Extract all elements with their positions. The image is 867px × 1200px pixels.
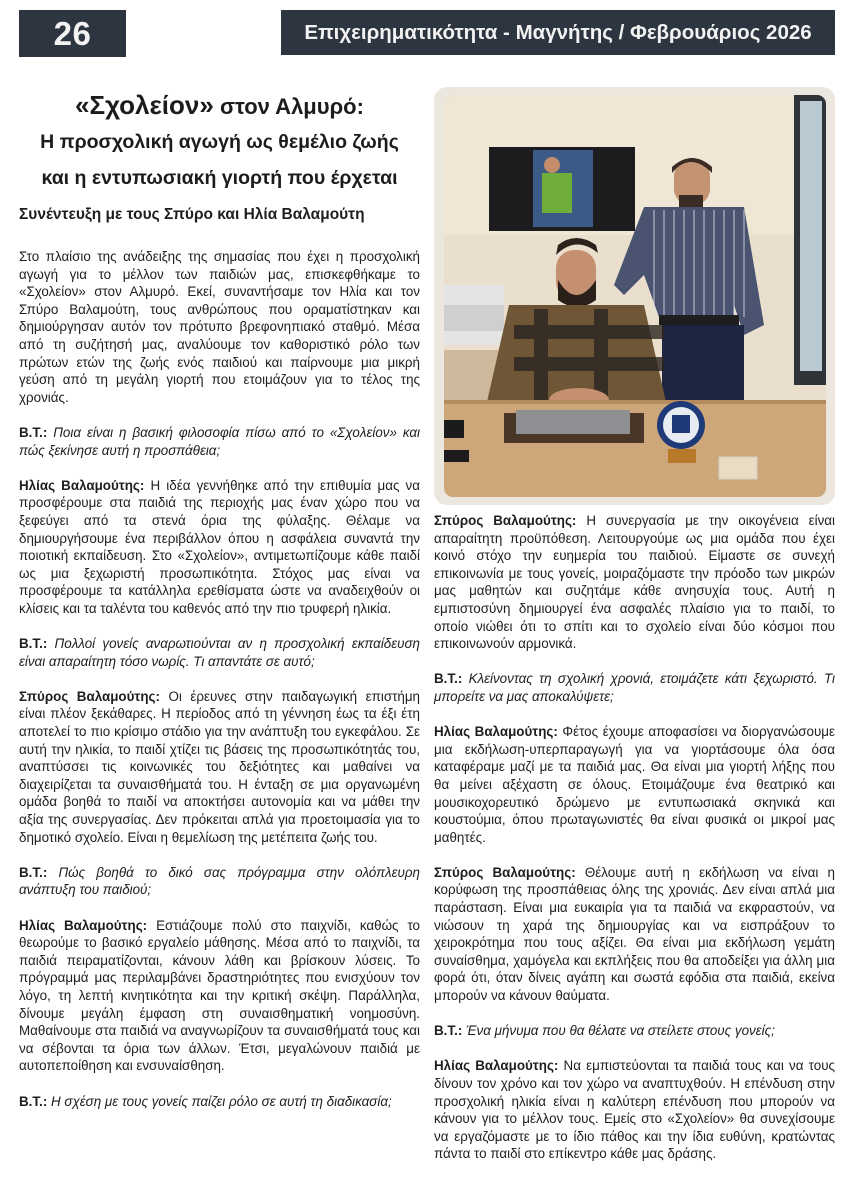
- interviewer-question: [19, 635, 420, 670]
- question-text: Πώς βοηθά το δικό σας πρόγραμμα στην ολόπλευρη ανάπτυξη του παιδιού;: [19, 864, 420, 898]
- question-text: Ποια είναι η βασική φιλοσοφία πίσω από το «Σχολείον» και πώς ξεκίνησε αυτή η προσπάθεια;: [19, 424, 420, 458]
- answer-text: Οι έρευνες στην παιδαγωγική επιστήμη είναι πλέον ξεκάθαρες. Η περίοδος από τη γέννηση έως τα έξι έτη αποτελεί το πιο κρίσιμο στάδιο για την ανάπτυξη του εγκεφάλου. Σε αυτή την ηλικία, το παιδί χτίζει τις βάσεις της προσωπικότητάς του, αναπτύσσει τις κοινωνικές του δεξιότητες και μαθαίνει να διαχειρίζεται τα συναισθήματά του. Η ένταξη σε μια οργανωμένη ομάδα βοηθά το παιδί να αποκτήσει αυτονομία και να μάθει την αξία της συνεργασίας. Δεν πρόκειται απλά για προετοιμασία για το δημοτικό σχολείο. Είναι η θεμελίωση της μετέπειτα ζωής του.: [19, 688, 420, 845]
- speaker-label: Σπύρος Βαλαμούτης:: [434, 864, 576, 880]
- speaker-label: Β.Τ.:: [434, 1023, 463, 1039]
- left-qa-blocks: [19, 424, 420, 1110]
- right-column: [434, 512, 835, 1163]
- intro-paragraph: Στο πλαίσιο της ανάδειξης της σημασίας που έχει η προσχολική αγωγή για το μέλλον των παιδιών μας, επισκεφθήκαμε το «Σχολείον» στον Αλμυρό. Εκεί, συναντήσαμε τον Ηλία και τον Σπύρο Βαλαμούτη, τους ανθρώπους που οραματίστηκαν και δημιούργησαν αυτόν τον πρότυπο βρεφονηπιακό σταθμό. Μέσα από τη συζήτησή μας, αναλύουμε τον καθοριστικό ρόλο των πρώτων ετών της ζωής ενός παιδιού και παίρνουμε μια μικρή γεύση από τη μεγάλη γιορτή που ετοιμάζουν για το τέλος της χρονιάς.: [19, 249, 420, 405]
- interviewee-answer: [434, 1057, 835, 1163]
- interviewer-question: [19, 1093, 420, 1111]
- answer-text: Θέλουμε αυτή η εκδήλωση να είναι η κορύφωση της προσπάθειας όλης της χρονιάς. Δεν είναι απλά μια παράσταση. Είναι μια ευκαιρία για τα παιδιά να εκφραστούν, να νιώσουν τη χαρά της δημιουργίας και να εισπράξουν το χειροκρότημα που τους αξίζει. Θα είναι μια εκδήλωση γεμάτη συναίσθημα, χαμόγελα και εκπλήξεις που θα αποδείξει για άλλη μια φορά ότι, όταν δίνεις αγάπη και σωστά εφόδια στα παιδιά, εκείνα μπορούν να κάνουν θαύματα.: [434, 864, 835, 1004]
- article-subtitle: Συνέντευξη με τους Σπύρο και Ηλία Βαλαμούτη: [19, 206, 365, 223]
- left-column: [19, 88, 420, 1110]
- interviewer-question: [434, 1022, 835, 1040]
- question-text: Η σχέση με τους γονείς παίζει ρόλο σε αυτή τη διαδικασία;: [47, 1093, 392, 1109]
- interviewee-answer: [19, 688, 420, 846]
- right-qa-blocks: [434, 512, 835, 1163]
- photo-illustration: [444, 95, 826, 497]
- running-title: Επιχειρηματικότητα - Μαγνήτης / Φεβρουάριος 2026: [281, 10, 835, 55]
- speaker-label: Σπύρος Βαλαμούτης:: [19, 688, 160, 704]
- title-school-name: «Σχολείον»: [75, 90, 214, 120]
- interviewee-answer: [19, 477, 420, 618]
- photo-frame: [434, 87, 835, 505]
- speaker-label: Β.Τ.:: [19, 864, 48, 880]
- answer-text: Να εμπιστεύονται τα παιδιά τους και να τους δίνουν τον χρόνο και τον χώρο να αναπτυχθούν. Η επένδυση στην προσχολική ηλικία είναι η καλύτερη επένδυση που μπορούν να κάνουν για το μέλλον τους. Εμείς στο «Σχολείον» θα συνεχίσουμε να εργαζόμαστε με το ίδιο πάθος και την ίδια ευθύνη, κρατώντας πάντα το παιδί στο επίκεντρο κάθε μας δράσης.: [434, 1058, 835, 1162]
- answer-text: Η ιδέα γεννήθηκε από την επιθυμία μας να προσφέρουμε στα παιδιά της περιοχής μας έναν χώρο που να ξεφεύγει από τα στενά όρια της φύλαξης. Θέλαμε να δημιουργήσουμε ένα περιβάλλον όπου η ασφάλεια συναντά την ποιοτική εκπαίδευση. Στο «Σχολείον», αντιμετωπίζουμε κάθε παιδί ως μια ξεχωριστή προσωπικότητα. Στόχος μας είναι να προσφέρουμε τα κατάλληλα ερεθίσματα ώστε να αναδειχθούν οι κλίσεις και τα ταλέντα του καθενός από την πιο τρυφερή ηλικία.: [19, 477, 420, 616]
- page-number: 26: [19, 10, 126, 57]
- speaker-label: Ηλίας Βαλαμούτης:: [19, 917, 148, 933]
- speaker-label: Β.Τ.:: [19, 424, 48, 440]
- interviewee-answer: [434, 512, 835, 653]
- question-text: Ένα μήνυμα που θα θέλατε να στείλετε στους γονείς;: [462, 1023, 775, 1039]
- answer-text: Η συνεργασία με την οικογένεια είναι απαραίτητη προϋπόθεση. Λειτουργούμε ως μια ομάδα που έχει κοινό στόχο την ευημερία του παιδιού. Είμαστε σε συνεχή επικοινωνία με τους γονείς, μοιραζόμαστε την πρόοδο των μικρών μας μαθητών και συζητάμε κάθε ανησυχία τους. Αυτή η εμπιστοσύνη δημιουργεί ένα ασφαλές πλαίσιο για το παιδί, το οποίο νιώθει ότι το σπίτι και το σχολείο είναι δύο κόσμοι που επικοινωνούν αρμονικά.: [434, 513, 835, 652]
- interviewer-question: [19, 424, 420, 459]
- speaker-label: Β.Τ.:: [19, 1093, 48, 1109]
- speaker-label: Β.Τ.:: [434, 671, 463, 687]
- speaker-label: Ηλίας Βαλαμούτης:: [434, 724, 558, 740]
- speaker-label: Ηλίας Βαλαμούτης:: [434, 1058, 559, 1074]
- interviewee-answer: [434, 864, 835, 1005]
- speaker-label: Σπύρος Βαλαμούτης:: [434, 513, 577, 528]
- article-title: [19, 88, 420, 196]
- interviewer-question: [19, 864, 420, 899]
- answer-text: Εστιάζουμε πολύ στο παιχνίδι, καθώς το θεωρούμε το βασικό εργαλείο μάθησης. Μέσα από το παιχνίδι, τα παιδιά πειραματίζονται, κάνουν λάθη και βρίσκουν λύσεις. Το πρόγραμμά μας περιλαμβάνει δραστηριότητες που ενισχύουν τον λόγο, τη λεπτή κινητικότητα και την κριτική σκέψη. Παράλληλα, δίνουμε μεγάλη έμφαση στη συναισθηματική νοημοσύνη. Μαθαίνουμε στα παιδιά να αναγνωρίζουν τα συναισθήματά τους και να σέβονται τα όρια των άλλων. Έτσι, μεγαλώνουν παιδιά με αυτοπεποίθηση και ενσυναίσθηση.: [19, 917, 420, 1074]
- title-line-2: Η προσχολική αγωγή ως θεμέλιο ζωής: [40, 131, 399, 153]
- interview-photo: [444, 95, 826, 497]
- title-location: στον Αλμυρό:: [213, 94, 364, 119]
- answer-text: Φέτος έχουμε αποφασίσει να διοργανώσουμε μια εκδήλωση-υπερπαραγωγή για να γιορτάσουμε όλα όσα καταφέραμε μαζί με τα παιδιά μας. Θα είναι μια γιορτή λήξης που θα μείνει αξέχαστη σε όλους. Ετοιμάζουμε ένα θεατρικό και μουσικοχορευτικό δρώμενο με εντυπωσιακά σκηνικά και κουστούμια, όπου πρωταγωνιστές θα είναι φυσικά οι μικροί μας μαθητές.: [434, 724, 835, 845]
- interviewee-answer: [434, 723, 835, 846]
- speaker-label: Ηλίας Βαλαμούτης:: [19, 477, 145, 493]
- question-text: Πολλοί γονείς αναρωτιούνται αν η προσχολική εκπαίδευση είναι απαραίτητη τόσο νωρίς. Τι απαντάτε σε αυτό;: [19, 636, 420, 669]
- question-text: Κλείνοντας τη σχολική χρονιά, ετοιμάζετε κάτι ξεχωριστό. Τι μπορείτε να μας αποκαλύψετε;: [434, 671, 835, 704]
- interviewer-question: [434, 670, 835, 705]
- speaker-label: Β.Τ.:: [19, 636, 48, 652]
- title-line-3: και η εντυπωσιακή γιορτή που έρχεται: [41, 167, 398, 189]
- interviewee-answer: [19, 917, 420, 1075]
